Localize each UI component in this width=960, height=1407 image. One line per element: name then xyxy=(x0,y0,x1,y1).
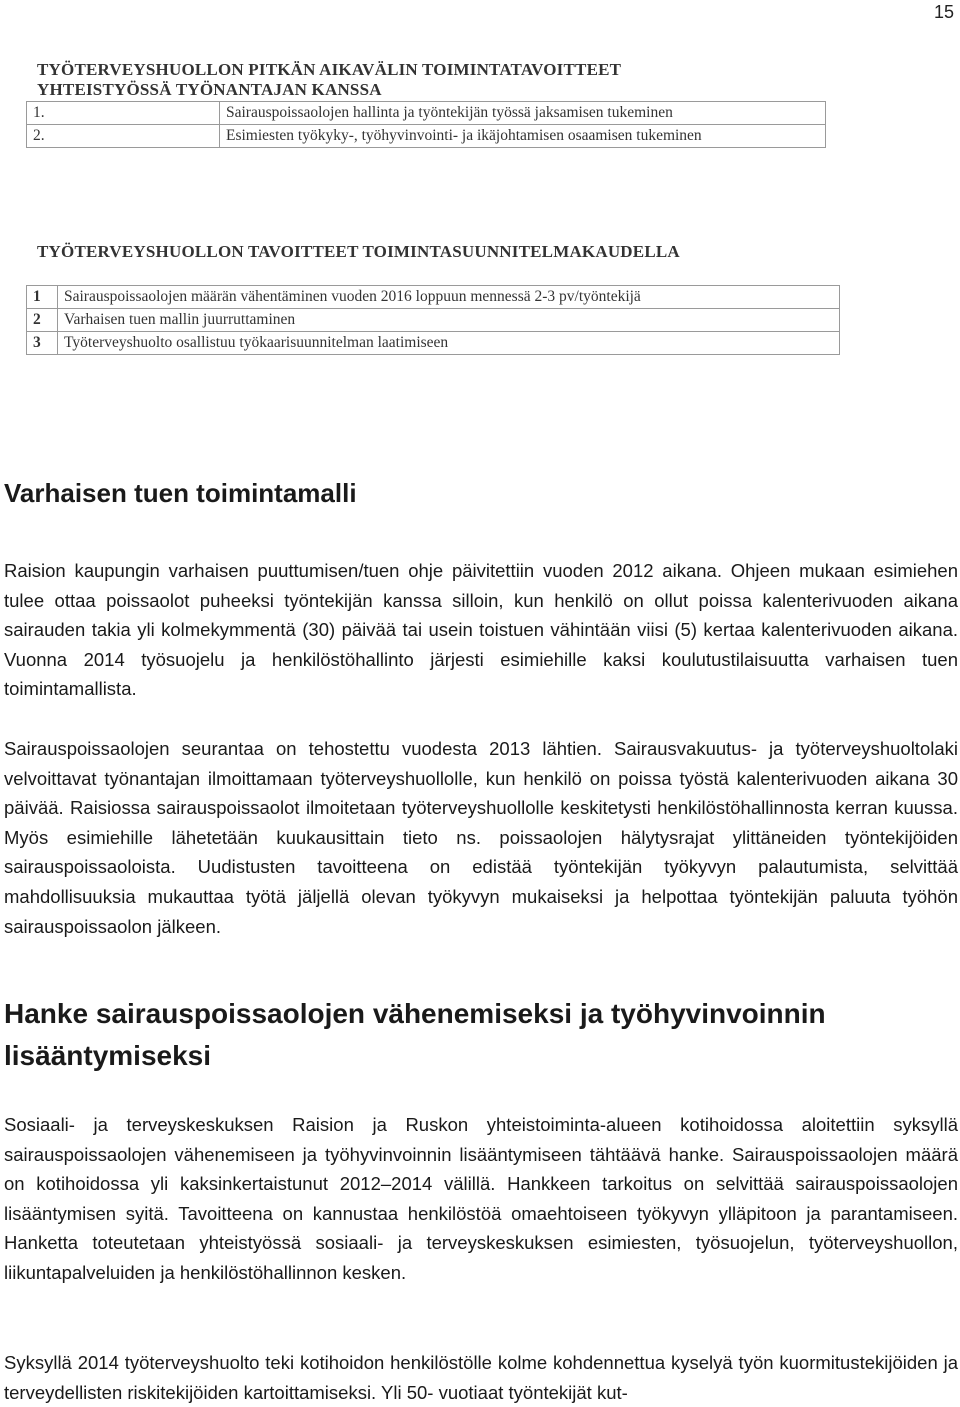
plan-period-goals-title: TYÖTERVEYSHUOLLON TAVOITTEET TOIMINTASUUNNITELMAKAUDELLA xyxy=(37,242,680,261)
row-text: Esimiesten työkyky-, työhyvinvointi- ja ikäjohtamisen osaamisen tukeminen xyxy=(220,125,826,148)
heading-hanke: Hanke sairauspoissaolojen vähenemiseksi ja työhyvinvoinnin lisääntymiseksi xyxy=(4,998,826,1071)
row-number: 2 xyxy=(27,309,58,332)
row-text: Työterveyshuolto osallistuu työkaarisuunnitelman laatimiseen xyxy=(58,332,840,355)
plan-period-goals-table xyxy=(26,285,840,355)
heading-varhainen-tuki: Varhaisen tuen toimintamalli xyxy=(4,478,357,508)
paragraph-kysely: Syksyllä 2014 työterveyshuolto teki kotihoidon henkilöstölle kolme kohdennettua kyselyä työn kuormitustekijöiden ja terveydellisten riskitekijöiden kartoittamiseksi. Yli 50- vuotiaat työntekijät kut- xyxy=(4,1352,958,1403)
table-row xyxy=(27,286,840,309)
long-term-goals-title-line1: TYÖTERVEYSHUOLLON PITKÄN AIKAVÄLIN TOIMINTATAVOITTEET xyxy=(37,60,622,79)
long-term-goals-title-line2: YHTEISTYÖSSÄ TYÖNANTAJAN KANSSA xyxy=(37,80,382,99)
paragraph-varhainen-tuki: Raision kaupungin varhaisen puuttumisen/tuen ohje päivitettiin vuoden 2012 aikana. Ohjeen mukaan esimiehen tulee ottaa poissaolot puheeksi työntekijän kanssa silloin, kun henkilö on ollut poissa kalenterivuoden aikana sairauden takia yli kolmekymmentä (30) päivää tai usein toistuen vähintään viisi (5) kertaa kalenterivuoden aikana. Vuonna 2014 työsuojelu ja henkilöstöhallinto järjesti esimiehille kaksi koulutustilaisuutta varhaisen tuen toimintamallista. xyxy=(4,560,958,700)
long-term-goals-table xyxy=(26,101,826,148)
row-text: Sairauspoissaolojen määrän vähentäminen vuoden 2016 loppuun mennessä 2-3 pv/työntekijä xyxy=(58,286,840,309)
table-row xyxy=(27,102,826,125)
page-number: 15 xyxy=(933,2,954,22)
table-row xyxy=(27,125,826,148)
row-number: 1. xyxy=(27,102,220,125)
paragraph-seuranta: Sairauspoissaolojen seurantaa on tehostettu vuodesta 2013 lähtien. Sairausvakuutus- ja työterveyshuoltolaki velvoittavat työnantajan ilmoittamaan työterveyshuollolle, kun henkilö on poissa työstä kalenterivuoden aikana 30 päivää. Raisiossa sairauspoissaolot ilmoitetaan työterveyshuollolle keskitetysti henkilöstöhallinnosta kerran kuussa. Myös esimiehille lähetetään kuukausittain tieto ns. poissaolojen hälytysrajat ylittäneiden työntekijöiden sairauspoissaoloista. Uudistusten tavoitteena on edistää työntekijän työkyvyn palautumista, selvittää mahdollisuuksia mukauttaa työtä jäljellä olevan työkyvyn mukaiseksi ja helpottaa työntekijän paluuta työhön sairauspoissaolon jälkeen. xyxy=(4,738,958,937)
paragraph-hanke: Sosiaali- ja terveyskeskuksen Raision ja Ruskon yhteistoiminta-alueen kotihoidossa aloitettiin syksyllä sairauspoissaolojen vähenemiseen ja työhyvinvoinnin lisääntymiseen tähtäävä hanke. Sairauspoissaolojen määrä on kotihoidossa yli kaksinkertaistunut 2012–2014 välillä. Hankkeen tarkoitus on selvittää sairauspoissaolojen lisääntymisen syitä. Tavoitteena on kannustaa henkilöstöä omaehtoiseen työkyvyn ylläpitoon ja parantamiseen. Hanketta toteutetaan yhteistyössä sosiaali- ja terveyskeskuksen esimiesten, työsuojelun, työterveyshuollon, liikuntapalveluiden ja henkilöstöhallinnon kesken. xyxy=(4,1114,958,1283)
row-number: 2. xyxy=(27,125,220,148)
table-row xyxy=(27,332,840,355)
row-number: 1 xyxy=(27,286,58,309)
table-row xyxy=(27,309,840,332)
row-text: Sairauspoissaolojen hallinta ja työntekijän työssä jaksamisen tukeminen xyxy=(220,102,826,125)
row-text: Varhaisen tuen mallin juurruttaminen xyxy=(58,309,840,332)
row-number: 3 xyxy=(27,332,58,355)
